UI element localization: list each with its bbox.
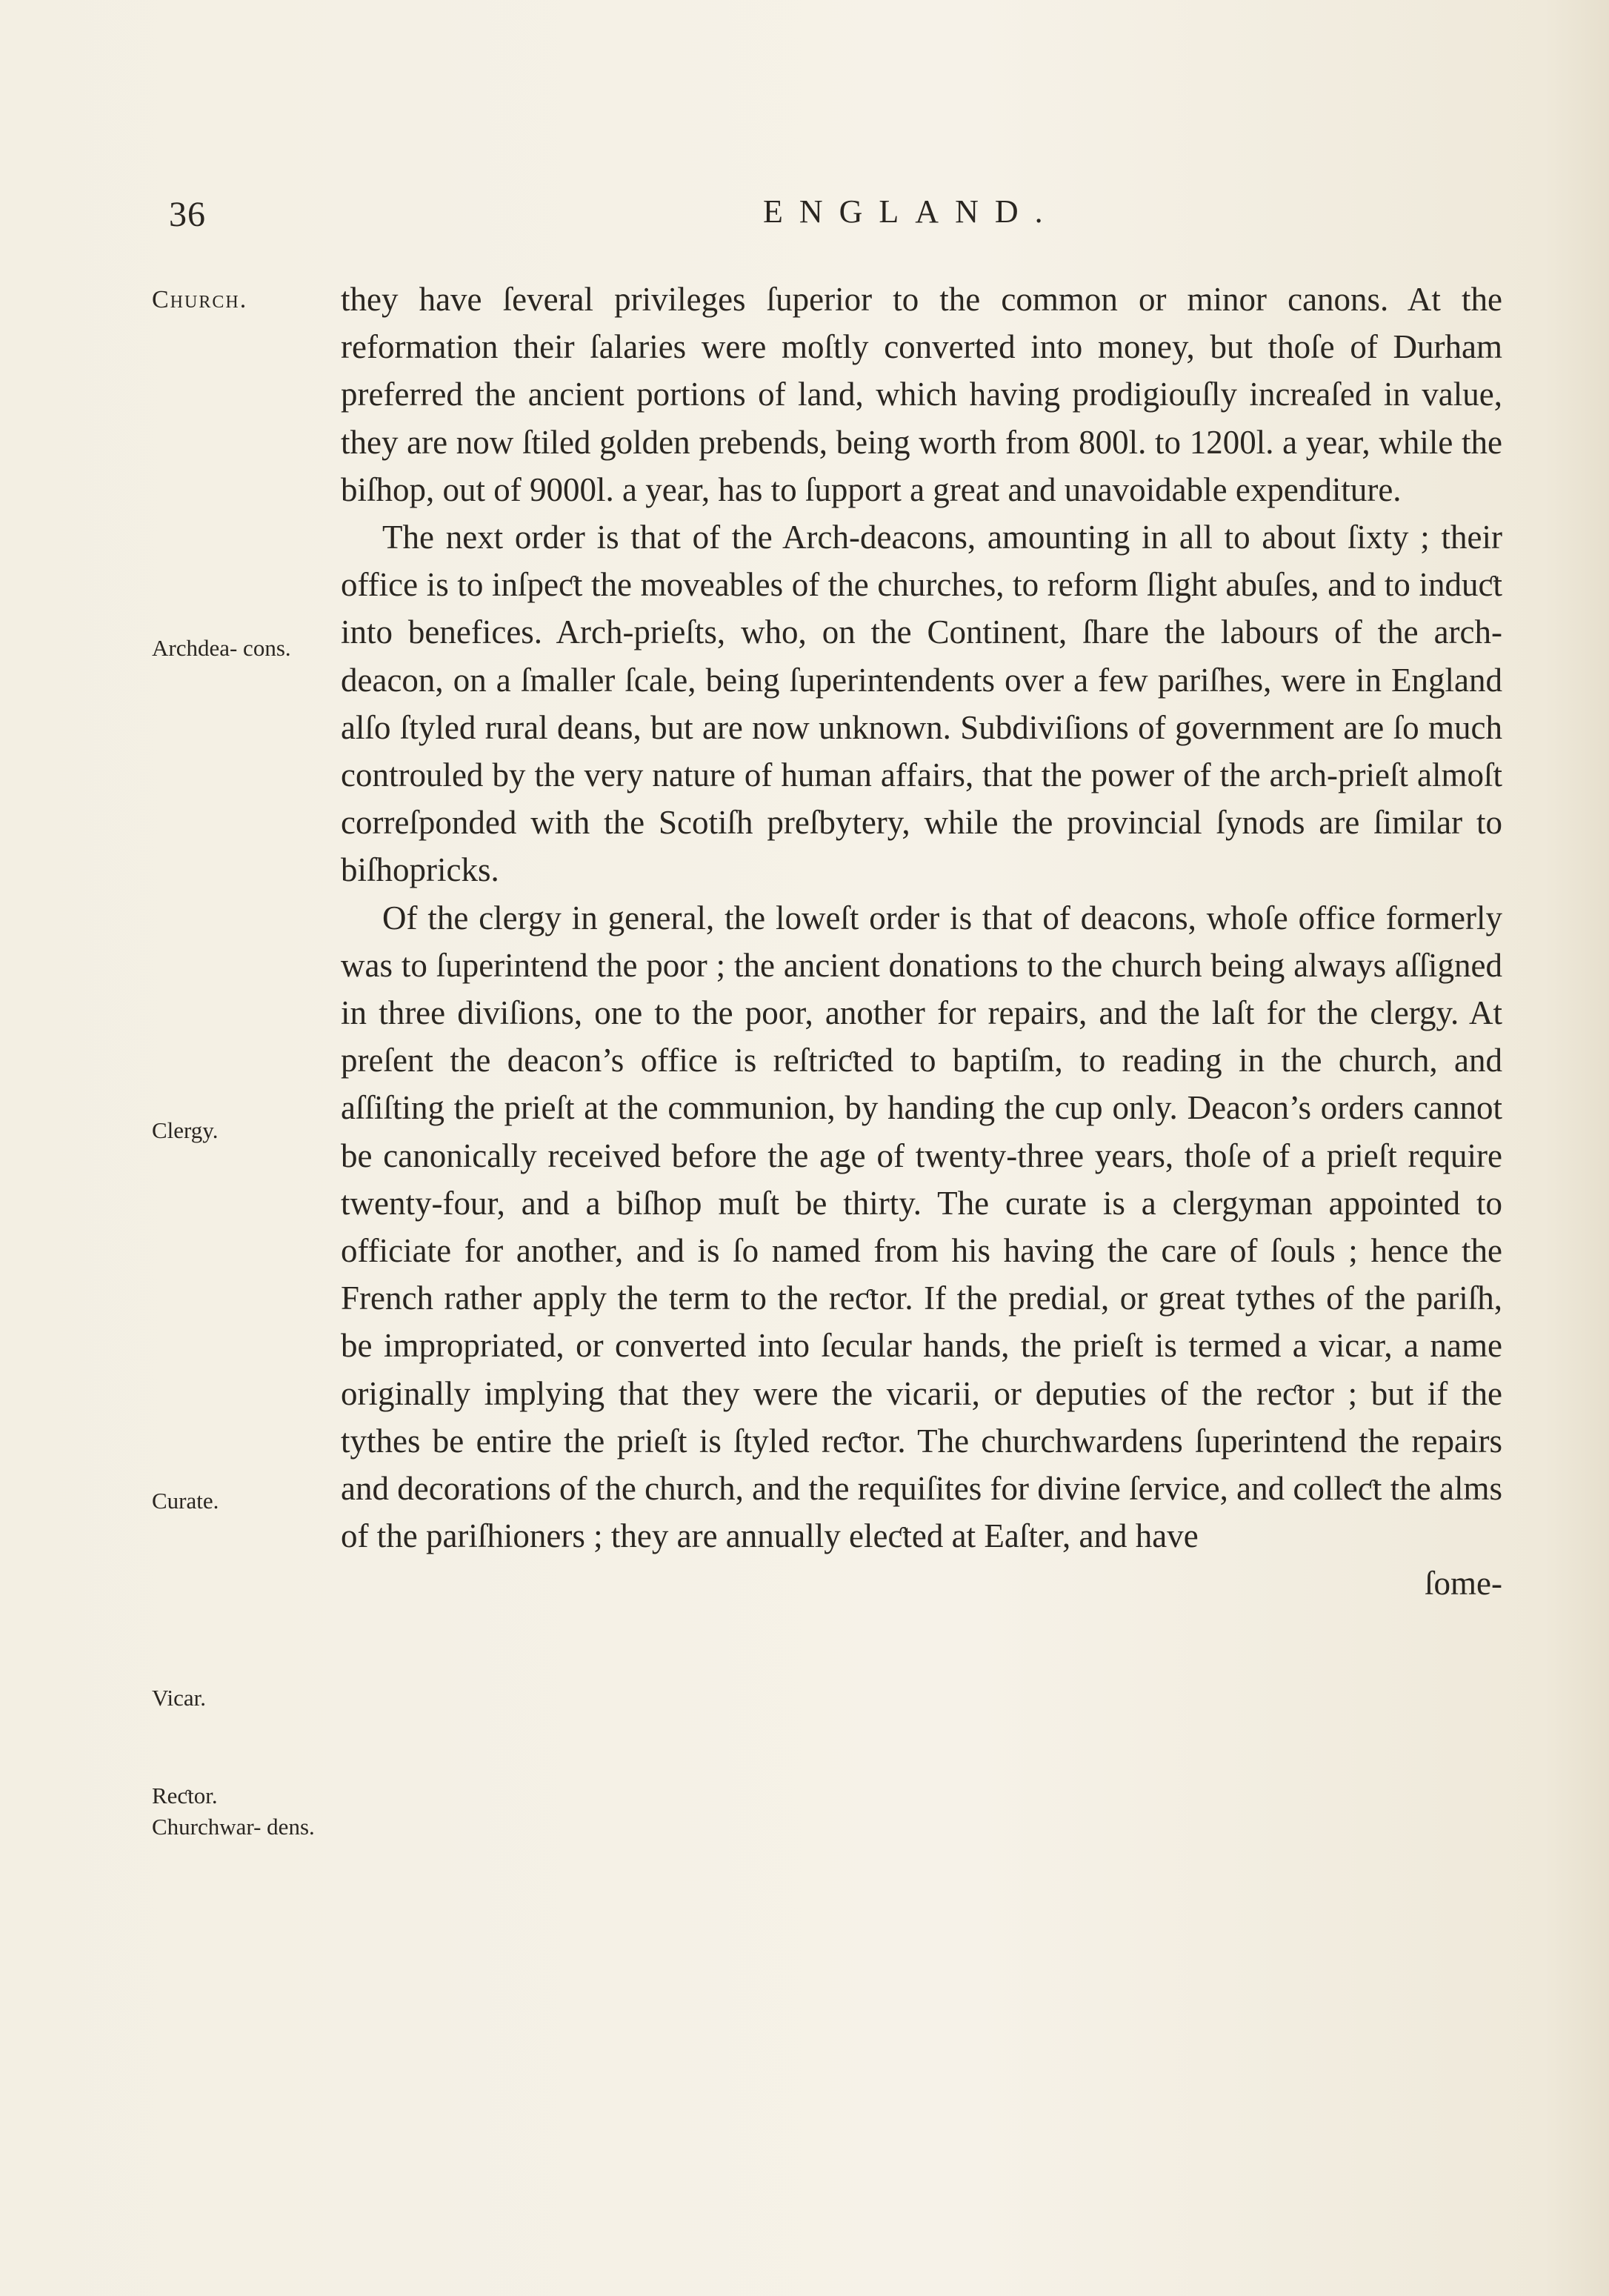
paragraph-clergy: Of the clergy in general, the loweſt order is that of deacons, whoſe office formerly was to ſuperintend the poor ; the ancient donations to the church being always aſſigned in three diviſions, one to the poor, another for repairs, and the laſt for the clergy. At preſent the deacon’s office is reſtriƈted to baptiſm, to reading in the church, and aſſiſting the prieſt at the communion, by handing the cup only. Deacon’s orders cannot be canonically received before the age of twenty-three years, thoſe of a prieſt require twenty-four, and a biſhop muſt be thirty. The curate is a clergyman appointed to officiate for another, and is ſo named from his having the care of ſouls ; hence the French rather apply the term to the reƈtor. If the predial, or great tythes of the pariſh, be impropriated, or converted into ſecular hands, the prieſt is termed a vicar, a name originally implying that they were the vicarii, or deputies of the reƈtor ; but if the tythes be entire the prieſt is ſtyled reƈtor. The churchwardens ſuperintend the repairs and decorations of the church, and the requiſites for divine ſervice, and colleƈt the alms of the pariſhioners ; they are annually eleƈted at Eaſter, and have — [341, 899, 1502, 1555]
margin-note-churchwardens: Churchwar- dens. — [152, 1814, 315, 1840]
margin-note-rector: Reƈtor. — [152, 1783, 218, 1808]
catchword: ſome- — [1425, 1565, 1502, 1603]
margin-note-curate: Curate. — [152, 1488, 219, 1514]
paragraph-canons: they have ſeveral privileges ſuperior to the common or minor canons. At the reformation their ſalaries were moſtly converted into money, but thoſe of Durham preferred the ancient portions of land, which having prodigiouſly increaſed in value, they are now ſtiled golden prebends, being worth from 800l. to 1200l. a year, while the biſhop, out of 9000l. a year, has to ſupport a great and unavoidable expenditure. — [341, 281, 1502, 508]
body-text — [341, 276, 1502, 1608]
margin-note-clergy: Clergy. — [152, 1117, 219, 1143]
paragraph-archdeacons: The next order is that of the Arch-deacons, amounting in all to about ſixty ; their office is to inſpeƈt the moveables of the churches, to reform ſlight abuſes, and to induƈt into benefices. Arch-prieſts, who, on the Continent, ſhare the labours of the arch-deacon, on a ſmaller ſcale, being ſuperintendents over a few pariſhes, were in England alſo ſtyled rural deans, but are now unknown. Subdiviſions of government are ſo much controuled by the very nature of human affairs, that the power of the arch-prieſt almoſt correſponded with the Scotiſh preſbytery, while the provincial ſynods are ſimilar to biſhopricks. — [341, 519, 1502, 889]
margin-note-vicar: Vicar. — [152, 1685, 207, 1711]
running-head: ENGLAND. — [763, 193, 1059, 230]
margin-note-church: Church. — [152, 286, 248, 313]
margin-note-archdeacons: Archdea- cons. — [152, 635, 291, 661]
page-number: 36 — [169, 195, 206, 234]
